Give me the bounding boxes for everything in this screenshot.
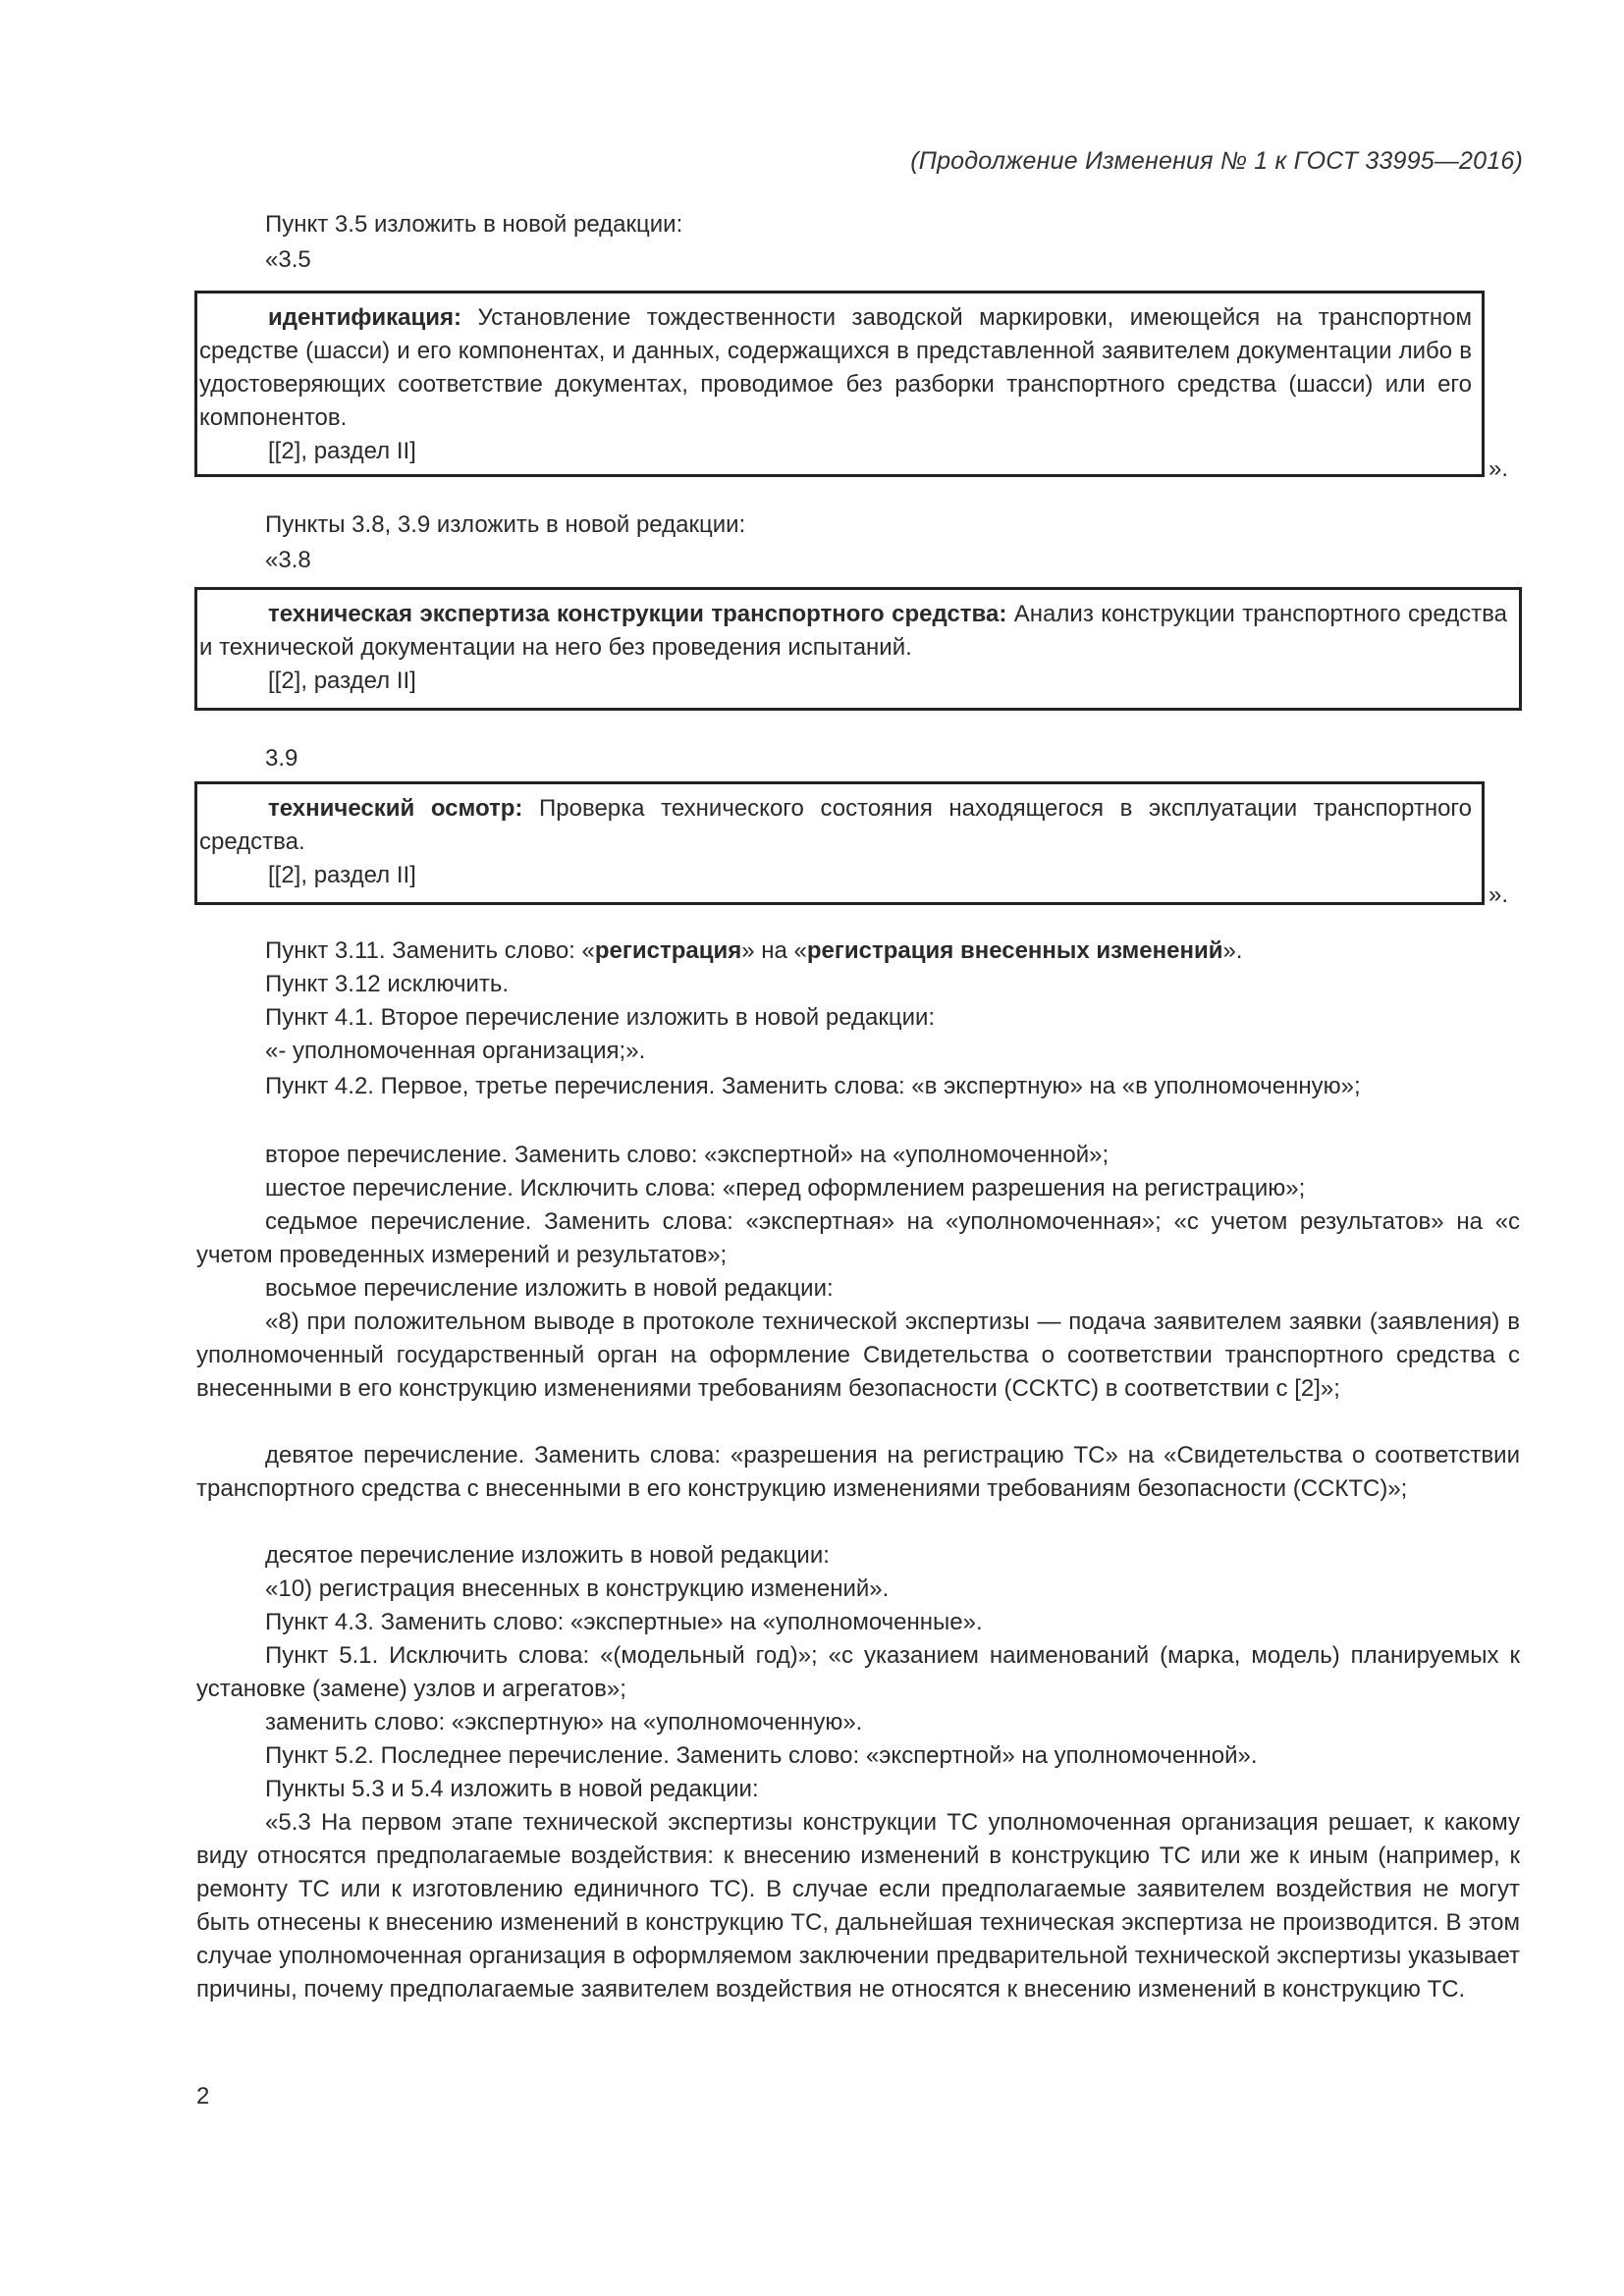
paragraph-5-2: Пункт 5.2. Последнее перечисление. Заменить слово: «экспертной» на уполномоченной». <box>265 1742 1258 1769</box>
section-3-8-number: «3.8 <box>265 547 311 573</box>
section-3-5-intro: Пункт 3.5 изложить в новой редакции: <box>265 211 683 238</box>
term: идентификация: <box>268 304 461 331</box>
source-reference: [[2], раздел II] <box>268 667 416 694</box>
paragraph-4-2-tenth-quote: «10) регистрация внесенных в конструкцию изменений». <box>265 1575 890 1602</box>
paragraph-4-1: Пункт 4.1. Второе перечисление изложить в новой редакции: <box>265 1004 936 1031</box>
section-3-5-number: «3.5 <box>265 246 311 273</box>
paragraph-5-3-intro: Пункты 5.3 и 5.4 изложить в новой редакции: <box>265 1776 759 1802</box>
paragraph-4-2-eighth-quote: «8) при положительном выводе в протоколе технической экспертизы — подача заявителем заявки (заявления) в уполномоченный государственный орган на оформление Свидетельства о соответствии транспортного средства с внесенными в его конструкцию изменениями требованиям безопасности (ССКТС) в соответствии с [2]»; <box>196 1308 1520 1402</box>
page-number: 2 <box>196 2083 210 2109</box>
paragraph-4-2-ninth: девятое перечисление. Заменить слова: «разрешения на регистрацию ТС» на «Свидетельства о соответствии транспортного средства с внесенными в его конструкцию изменениями требованиям безопасности (ССКТС)»; <box>196 1442 1520 1502</box>
definition-text <box>199 792 1472 892</box>
definition: Установление тождественности заводской маркировки, имеющейся на транспортном средстве (шасси) и его компонентах, и данных, содержащихся в представленной заявителем документации либо в удостоверяющих соответствие документах, проводимое без разборки транспортного средства (шасси) или его компонентов. <box>199 304 1472 431</box>
paragraph-3-11 <box>196 934 1520 968</box>
definition-box-3-8 <box>194 587 1522 711</box>
definition-text <box>199 301 1472 468</box>
text: » на « <box>741 937 807 964</box>
paragraph-3-12: Пункт 3.12 исключить. <box>265 971 510 997</box>
section-3-8-intro: Пункты 3.8, 3.9 изложить в новой редакции: <box>265 511 746 538</box>
paragraph-4-2: Пункт 4.2. Первое, третье перечисления. Заменить слова: «в экспертную» на «в уполномоченную»; <box>265 1073 1361 1099</box>
paragraph-4-2-sixth: шестое перечисление. Исключить слова: «перед оформлением разрешения на регистрацию»; <box>265 1175 1306 1201</box>
definition: Проверка технического состояния находящегося в эксплуатации транспортного средства. <box>199 795 1472 855</box>
section-3-9-number: 3.9 <box>265 745 298 772</box>
closing-quote: ». <box>1489 455 1509 482</box>
paragraph-4-3: Пункт 4.3. Заменить слово: «экспертные» на «уполномоченные». <box>265 1609 983 1635</box>
text: ». <box>1222 937 1243 964</box>
source-reference: [[2], раздел II] <box>268 438 416 464</box>
paragraph-5-1: Пункт 5.1. Исключить слова: «(модельный год)»; «с указанием наименований (марка, модель) планируемых к установке (замене) узлов и агрегатов»; <box>196 1642 1520 1702</box>
continuation-header: (Продолжение Изменения № 1 к ГОСТ 33995—2016) <box>910 147 1523 175</box>
bold-term: регистрация внесенных изменений <box>806 937 1223 964</box>
definition-box-3-5 <box>194 291 1485 477</box>
definition-text <box>199 598 1507 698</box>
paragraph-4-2-seventh: седьмое перечисление. Заменить слова: «экспертная» на «уполномоченная»; «с учетом результатов» на «с учетом проведенных измерений и результатов»; <box>196 1208 1520 1268</box>
term: техническая экспертиза конструкции транспортного средства: <box>268 601 1007 627</box>
paragraph-4-2-second: второе перечисление. Заменить слово: «экспертной» на «уполномоченной»; <box>265 1142 1110 1168</box>
text: Пункт 3.11. Заменить слово: « <box>265 937 595 964</box>
paragraph-4-2-tenth: десятое перечисление изложить в новой редакции: <box>265 1542 830 1569</box>
paragraph-5-3: «5.3 На первом этапе технической экспертизы конструкции ТС уполномоченная организация решает, к какому виду относятся предполагаемые воздействия: к внесению изменений в конструкцию ТС или же к иным (например, к ремонту ТС или к изготовлению единичного ТС). В случае если предполагаемые заявителем воздействия не могут быть отнесены к внесению изменений в конструкцию ТС, дальнейшая техническая экспертиза не производится. В этом случае уполномоченная организация в оформляемом заключении предварительной технической экспертизы указывает причины, почему предполагаемые заявителем воздействия не относятся к внесению изменений в конструкцию ТС. <box>196 1809 1520 2002</box>
paragraph-4-1-quote: «- уполномоченная организация;». <box>265 1038 646 1064</box>
paragraph-5-1-b: заменить слово: «экспертную» на «уполномоченную». <box>265 1709 863 1735</box>
definition-box-3-9 <box>194 781 1485 905</box>
term: технический осмотр: <box>268 795 523 822</box>
source-reference: [[2], раздел II] <box>268 862 416 888</box>
closing-quote: ». <box>1489 881 1509 908</box>
bold-term: регистрация <box>594 937 742 964</box>
definition: Анализ конструкции транспортного средства и технической документации на него без проведения испытаний. <box>199 601 1507 661</box>
paragraph-4-2-eighth: восьмое перечисление изложить в новой редакции: <box>265 1275 834 1302</box>
